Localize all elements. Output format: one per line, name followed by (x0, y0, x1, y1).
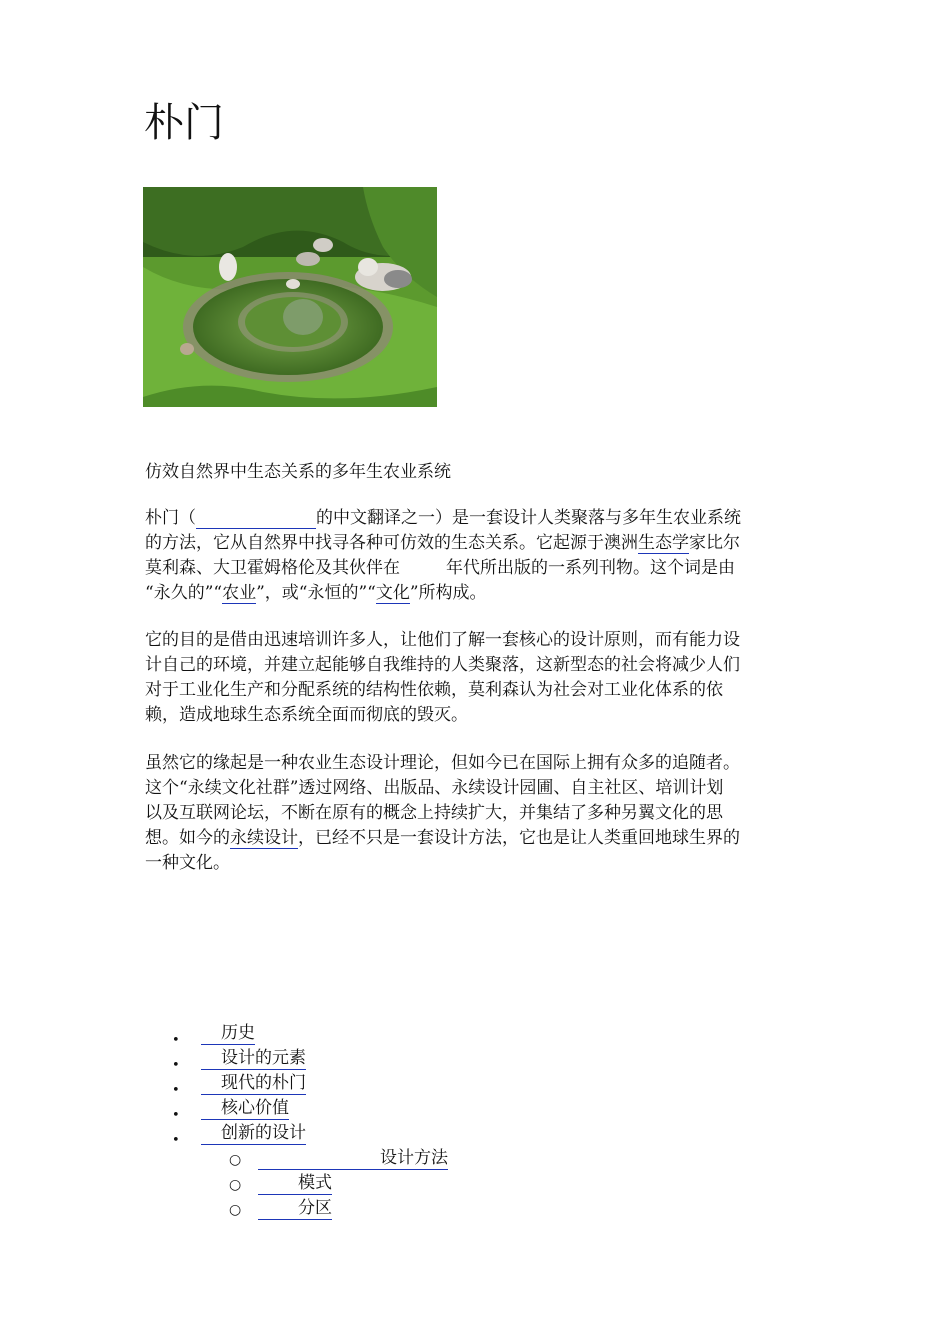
intro-line-1 (145, 506, 813, 531)
text: 想。如今的 (145, 828, 230, 848)
garden-photo (143, 187, 437, 407)
bullet-icon: • (172, 1058, 180, 1073)
community-line-5: 一种文化。 (145, 853, 230, 873)
text: “永久的”“ (145, 583, 223, 603)
text: 年代所出版的一系列刊物。这个词是由 (446, 558, 735, 578)
circle-bullet-icon: ○ (229, 1177, 242, 1193)
purpose-line-3: 对于工业化生产和分配系统的结构性依赖，莫利森认为社会对工业化体系的依 (145, 680, 723, 700)
circle-bullet-icon: ○ (229, 1152, 242, 1168)
purpose-line-1: 它的目的是借由迅速培训许多人，让他们了解一套核心的设计原则，而有能力设 (145, 630, 740, 650)
text: ”所构成。 (409, 583, 487, 603)
text: ”，或“永恒的”“ (256, 583, 376, 603)
subtoc-link-zones[interactable]: 分区 (258, 1197, 332, 1220)
text: 家比尔 (689, 533, 740, 553)
garden-geese-image (143, 187, 437, 407)
english-term-link[interactable] (196, 508, 316, 529)
toc-link-design-elements[interactable]: 设计的元素 (201, 1047, 306, 1070)
text: 的方法，它从自然界中找寻各种可仿效的生态关系。它起源于澳洲 (145, 533, 638, 553)
intro-line-4 (145, 581, 813, 606)
bullet-icon: • (172, 1108, 180, 1123)
community-line-1: 虽然它的缘起是一种农业生态设计理论，但如今已在国际上拥有众多的追随者。 (145, 753, 740, 773)
bullet-icon: • (172, 1083, 180, 1098)
intro-line-3 (145, 556, 813, 581)
ecology-link[interactable]: 生态学 (638, 533, 689, 553)
text: ，已经不只是一套设计方法，它也是让人类重回地球生界的 (298, 828, 740, 848)
page-title: 朴门 (144, 100, 224, 146)
toc-link-history[interactable]: 历史 (201, 1022, 255, 1045)
bullet-icon: • (172, 1133, 180, 1148)
community-line-4 (145, 826, 813, 851)
agriculture-link[interactable]: 农业 (222, 583, 257, 603)
sustainable-design-link[interactable]: 永续设计 (230, 828, 298, 848)
circle-bullet-icon: ○ (229, 1202, 242, 1218)
subtoc-link-design-method[interactable]: 设计方法 (258, 1147, 448, 1170)
toc-link-innovative-design[interactable]: 创新的设计 (201, 1122, 306, 1145)
text: 朴门（ (145, 508, 196, 528)
caption: 仿效自然界中生态关系的多年生农业系统 (145, 462, 451, 482)
community-paragraph (145, 751, 813, 876)
text: 的中文翻译之一）是一套设计人类聚落与多年生农业系统 (316, 508, 741, 528)
bullet-icon: • (172, 1033, 180, 1048)
community-line-2: 这个“永续文化社群”透过网络、出版品、永续设计园圃、自主社区、培训计划 (145, 778, 724, 798)
text: 莫利森、大卫霍姆格伦及其伙伴在 (145, 558, 400, 578)
purpose-paragraph (145, 628, 813, 728)
community-line-3: 以及互联网论坛，不断在原有的概念上持续扩大，并集结了多种另翼文化的思 (145, 803, 723, 823)
intro-line-2 (145, 531, 813, 556)
intro-paragraph (145, 506, 813, 606)
culture-link[interactable]: 文化 (375, 583, 410, 603)
toc-link-modern[interactable]: 现代的朴门 (201, 1072, 306, 1095)
purpose-line-4: 赖，造成地球生态系统全面而彻底的毁灭。 (145, 705, 468, 725)
subtoc-link-patterns[interactable]: 模式 (258, 1172, 332, 1195)
toc-link-core-values[interactable]: 核心价值 (201, 1097, 289, 1120)
purpose-line-2: 计自己的环境，并建立起能够自我维持的人类聚落，这新型态的社会将减少人们 (145, 655, 740, 675)
